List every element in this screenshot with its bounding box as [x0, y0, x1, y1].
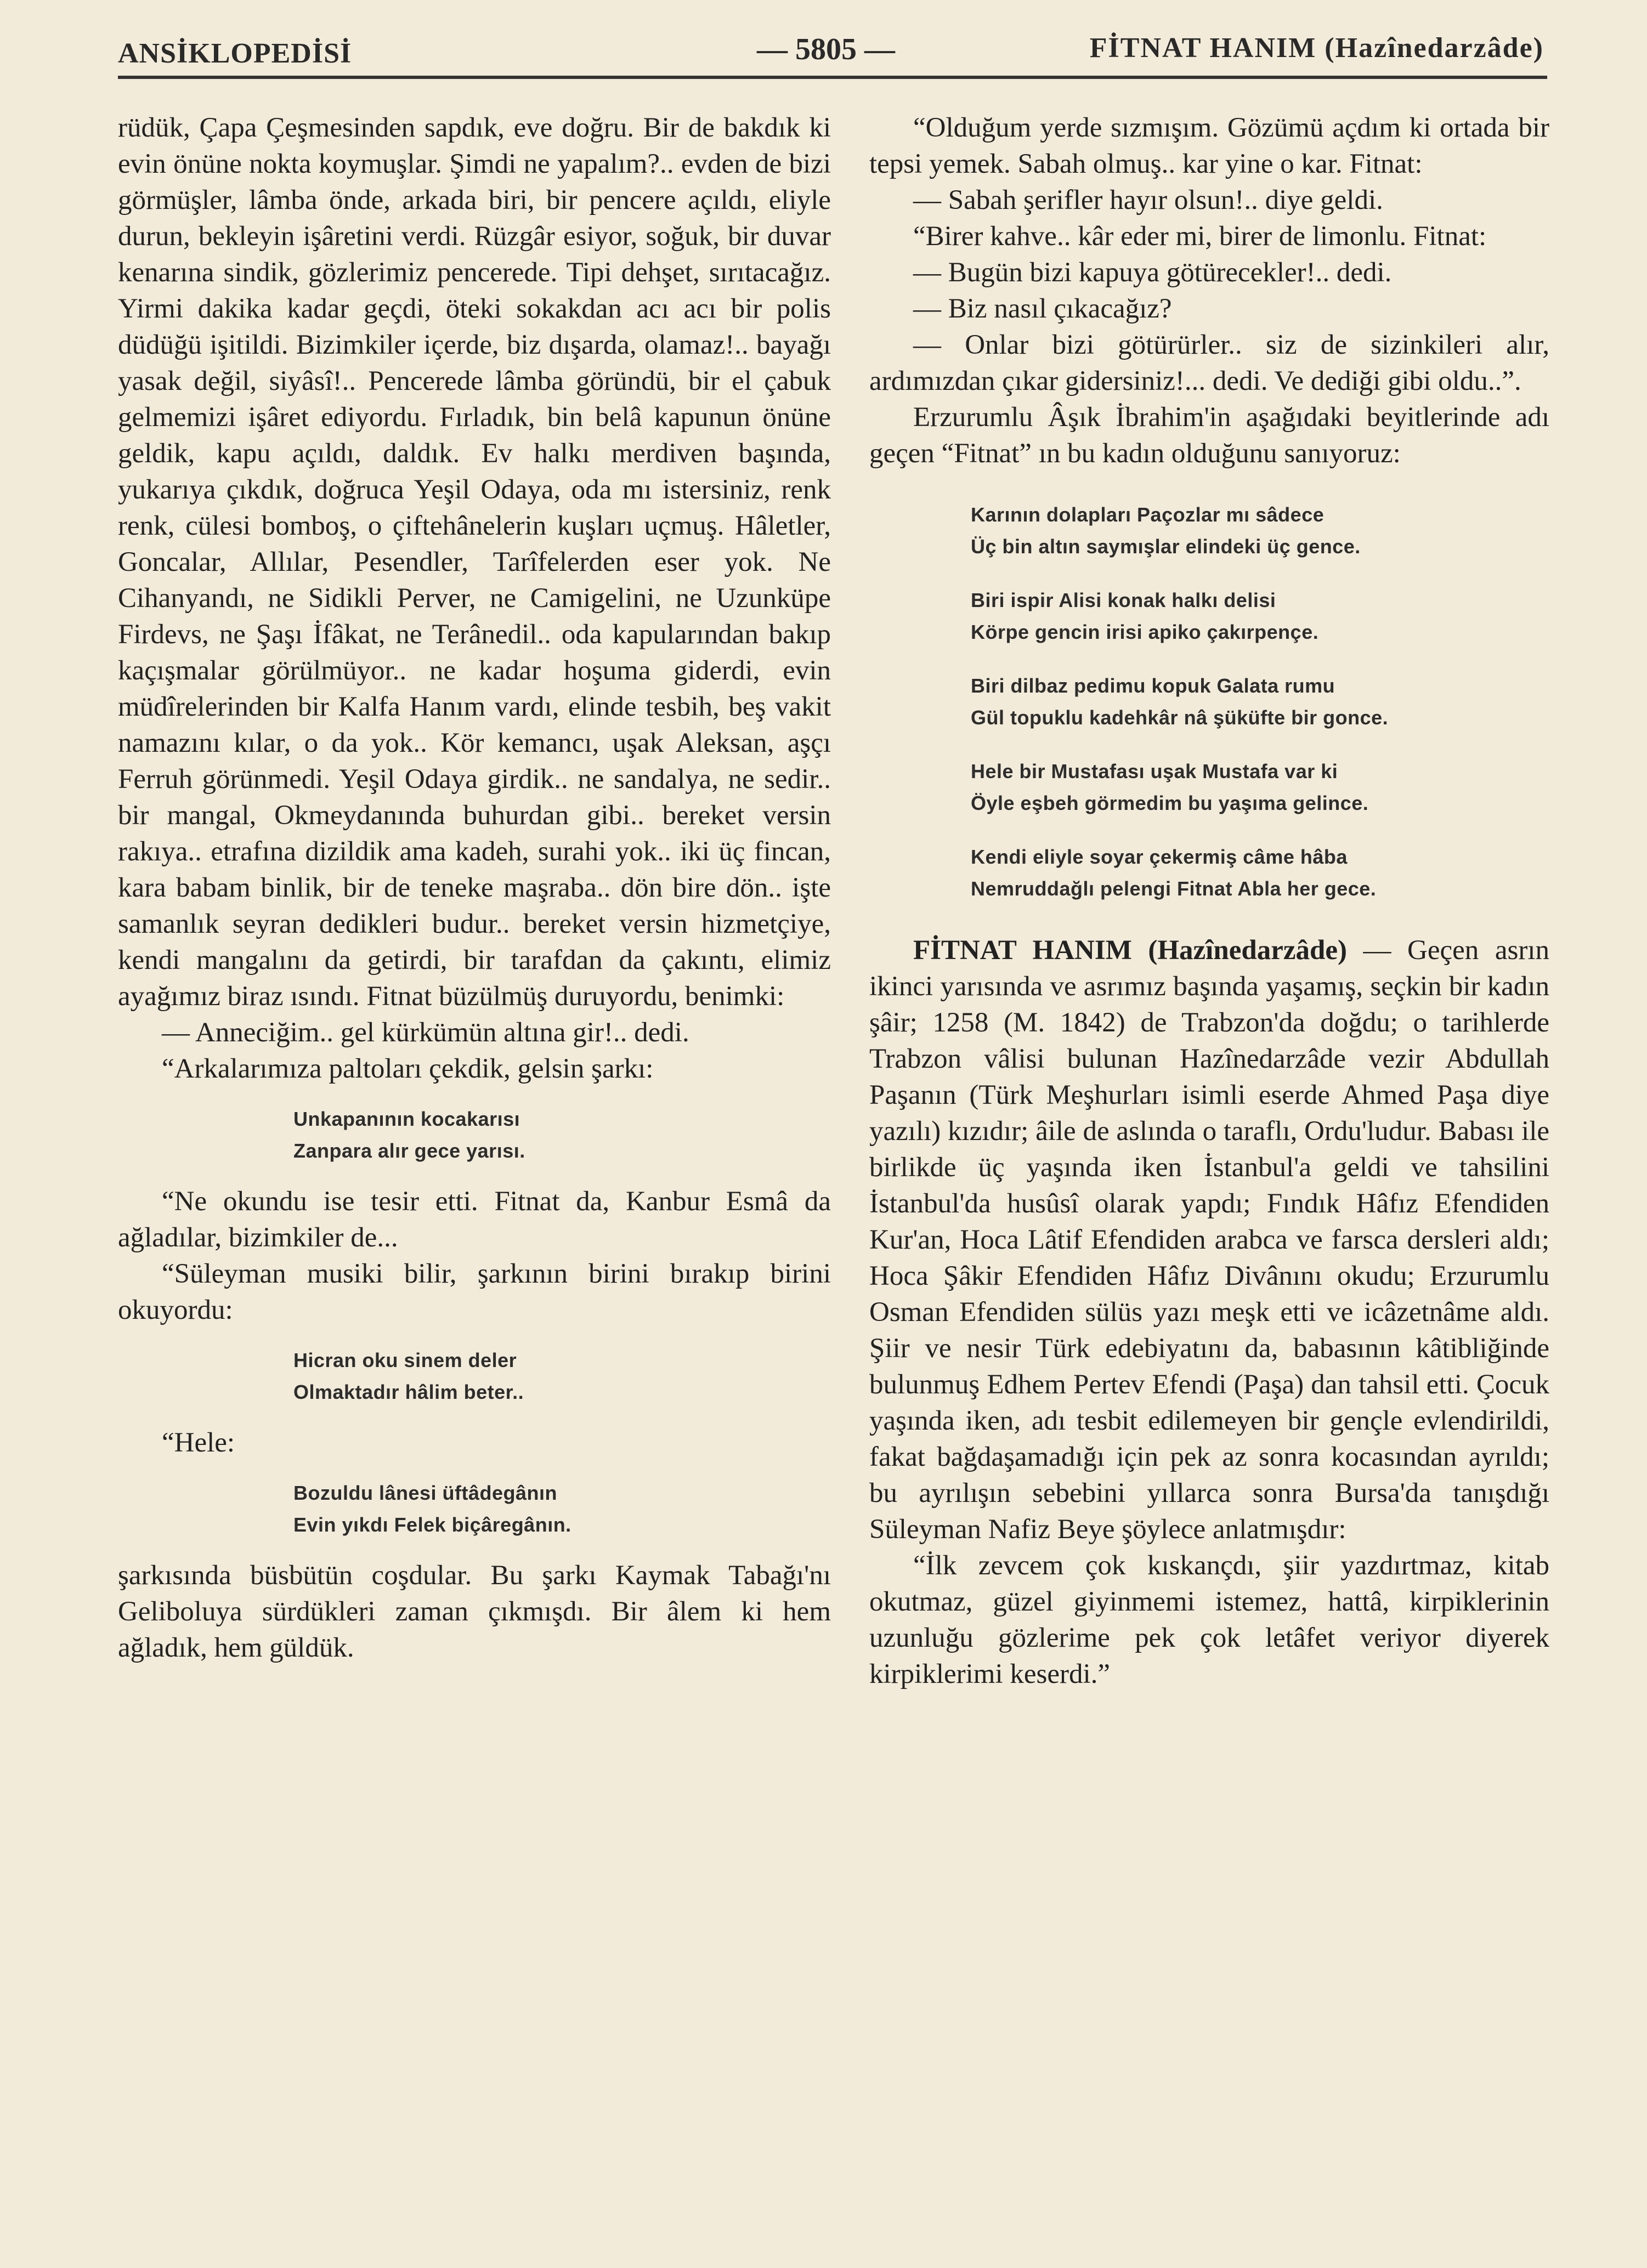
right-paragraph-7: Erzurumlu Âşık İbrahim'in aşağıdaki beyitlerinde adı geçen “Fitnat” ın bu kadın olduğunu sanıyoruz:	[869, 402, 1549, 469]
right-paragraph-1: “Olduğum yerde sızmışım. Gözümü açdım ki ortada bir tepsi yemek. Sabah olmuş.. kar yine o kar. Fitnat:	[869, 112, 1549, 179]
header-entry-title: FİTNAT HANIM (Hazînedarzâde)	[1089, 32, 1544, 64]
verse-block-1	[293, 1103, 831, 1167]
header-page-number: — 5805 —	[757, 32, 895, 66]
left-paragraph-5: “Süleyman musiki bilir, şarkının birini bırakıp birini okuyordu:	[118, 1258, 831, 1325]
couplet	[971, 756, 1549, 819]
right-column	[869, 110, 1549, 1692]
verse-line: Biri ispir Alisi konak halkı delisi	[971, 589, 1276, 611]
right-paragraph-2: — Sabah şerifler hayır olsun!.. diye geldi.	[913, 185, 1383, 216]
page-header	[118, 27, 1544, 77]
verse-line: Kendi eliyle soyar çekermiş câme hâba	[971, 846, 1348, 868]
right-paragraph-3: “Birer kahve.. kâr eder mi, birer de limonlu. Fitnat:	[913, 221, 1487, 252]
couplet	[971, 670, 1549, 734]
left-paragraph-3: “Arkalarımıza paltoları çekdik, gelsin şarkı:	[162, 1053, 654, 1084]
header-rule	[118, 76, 1547, 79]
left-paragraph-7: şarkısında büsbütün coşdular. Bu şarkı Kaymak Tabağı'nı Geliboluya sürdükleri zaman çıkmışdı. Bir âlem ki hem ağladık, hem güldük.	[118, 1560, 831, 1663]
couplet	[971, 585, 1549, 648]
verse-block-3	[293, 1477, 831, 1541]
verse-line: Gül topuklu kadehkâr nâ şüküfte bir gonce.	[971, 706, 1389, 729]
verse-line: Bozuldu lânesi üftâdegânın	[293, 1482, 558, 1504]
verse-line: Körpe gencin irisi apiko çakırpençe.	[971, 621, 1319, 643]
verse-line: Hicran oku sinem deler	[293, 1349, 517, 1371]
right-paragraph-8: “İlk zevcem çok kıskançdı, şiir yazdırtmaz, kitab okutmaz, güzel giyinmemi istemez, hattâ, kirpiklerinin uzunluğu gözlerime pek çok letâfet veriyor diyerek kirpiklerimi keserdi.”	[869, 1550, 1549, 1689]
left-column	[118, 110, 831, 1666]
verse-line: Üç bin altın saymışlar elindeki üç gence.	[971, 535, 1361, 558]
verse-line: Zanpara alır gece yarısı.	[293, 1139, 525, 1162]
right-paragraph-5: — Biz nasıl çıkacağız?	[913, 293, 1172, 324]
verse-line: Öyle eşbeh görmedim bu yaşıma gelince.	[971, 792, 1369, 814]
couplet	[971, 841, 1549, 905]
right-paragraph-4: — Bugün bizi kapuya götürecekler!.. dedi.	[913, 257, 1392, 288]
entry-headword: FİTNAT HANIM (Hazînedarzâde)	[913, 935, 1347, 966]
entry-paragraph	[869, 932, 1549, 1547]
entry-body: — Geçen asrın ikinci yarısında ve asrımız başında yaşamış, seçkin bir kadın şâir; 1258 (M. 1842) de Trabzon'da doğdu; o tarihlerde Trabzon vâlisi bulunan Hazînedarzâde vezir Abdullah Paşanın (Türk Meşhurları isimli eserde Ahmed Paşa diye yazılı) kızıdır; âile de aslında o taraflı, Ordu'ludur. Babası ile birlikde üç yaşında iken İstanbul'a geldi ve tahsilini İstanbul'da husûsî olarak yapdı; Fındık Hâfız Efendiden Kur'an, Hoca Lâtif Efendiden arabca ve farsca dersleri aldı; Hoca Şâkir Efendiden Hâfız Divânını okudu; Erzurumlu Osman Efendiden sülüs yazı meşk etti ve icâzetnâme aldı. Şiir ve nesir Türk edebiyatını da, babasının kâtibliğinde bulunmuş Edhem Pertev Efendi (Paşa) dan tahsil etti. Çocuk yaşında iken, adı tesbit edilemeyen bir gençle evlendirildi, fakat bağdaşamadığı için pek az sonra kocasından ayrıldı; bu ayrılışın sebebini yıllarca sonra Bursa'da tanışdığı Süleyman Nafiz Beye şöylece anlatmışdır:	[869, 935, 1549, 1545]
verse-line: Hele bir Mustafası uşak Mustafa var ki	[971, 760, 1338, 783]
header-encyclopedia-title: ANSİKLOPEDİSİ	[118, 38, 352, 69]
couplet	[971, 499, 1549, 563]
left-paragraph-4: “Ne okundu ise tesir etti. Fitnat da, Kanbur Esmâ da ağladılar, bizimkiler de...	[118, 1186, 831, 1253]
verse-line: Karının dolapları Paçozlar mı sâdece	[971, 503, 1325, 526]
verse-line: Biri dilbaz pedimu kopuk Galata rumu	[971, 674, 1335, 697]
left-paragraph-1: rüdük, Çapa Çeşmesinden sapdık, eve doğru. Bir de bakdık ki evin önüne nokta koymuşlar. Şimdi ne yapalım?.. evden de bizi görmüşler, lâmba önde, arkada biri, bir pencere açıldı, eliyle durun, bekleyin işâretini verdi. Rüzgâr esiyor, soğuk, bir duvar kenarına sindik, gözlerimiz pencerede. Tipi dehşet, sırıtacağız. Yirmi dakika kadar geçdi, öteki sokakdan acı acı bir polis düdüğü işitildi. Bizimkiler içerde, biz dışarda, olamaz!.. bayağı yasak değil, siyâsî!.. Pencerede lâmba göründü, bir el çabuk gelmemizi işâret ediyordu. Fırladık, bin belâ kapunun önüne geldik, kapu açıldı, daldık. Ev halkı merdiven başında, yukarıya çıkdık, doğruca Yeşil Odaya, oda mı istersiniz, renk renk, cülesi bomboş, o çiftehânelerin kuşları uçmuş. Hâletler, Goncalar, Allılar, Pesendler, Tarîfelerden eser yok. Ne Cihanyandı, ne Sidikli Perver, ne Camigelini, ne Uzunküpe Firdevs, ne Şaşı İfâkat, ne Terânedil.. oda kapularından bakıp kaçışmalar görülmüyor.. ne kadar hoşuma giderdi, evin müdîrelerinden bir Kalfa Hanım vardı, elinde tesbih, beş vakit namazını kılar, o da yok.. Kör kemancı, uşak Aleksan, aşçı Ferruh görünmedi. Yeşil Odaya girdik.. ne sandalya, ne sedir.. bir mangal, Okmeydanında buhurdan gibi.. bereket versin rakıya.. etrafına dizildik ama kadeh, surahi yok.. iki üç fincan, kara babam binlik, bir de teneke maşraba.. dön bire dön.. işte samanlık seyran dedikleri budur.. bereket versin hizmetçiye, kendi mangalını da getirdi, bir tarafdan da çakıntı, elimiz ayağımız biraz ısındı. Fitnat büzülmüş duruyordu, benimki:	[118, 112, 831, 1012]
right-paragraph-6: — Onlar bizi götürürler.. siz de sizinkileri alır, ardımızdan çıkar gidersiniz!... dedi. Ve dediği gibi oldu..”.	[869, 330, 1549, 396]
left-paragraph-6: “Hele:	[162, 1427, 235, 1458]
left-paragraph-2: — Anneciğim.. gel kürkümün altına gir!.. dedi.	[162, 1017, 689, 1048]
verse-line: Unkapanının kocakarısı	[293, 1108, 520, 1130]
verse-block-2	[293, 1345, 831, 1408]
verse-line: Evin yıkdı Felek biçâregânın.	[293, 1513, 571, 1536]
verse-line: Olmaktadır hâlim beter..	[293, 1381, 524, 1403]
verse-line: Nemruddağlı pelengi Fitnat Abla her gece.	[971, 877, 1377, 900]
